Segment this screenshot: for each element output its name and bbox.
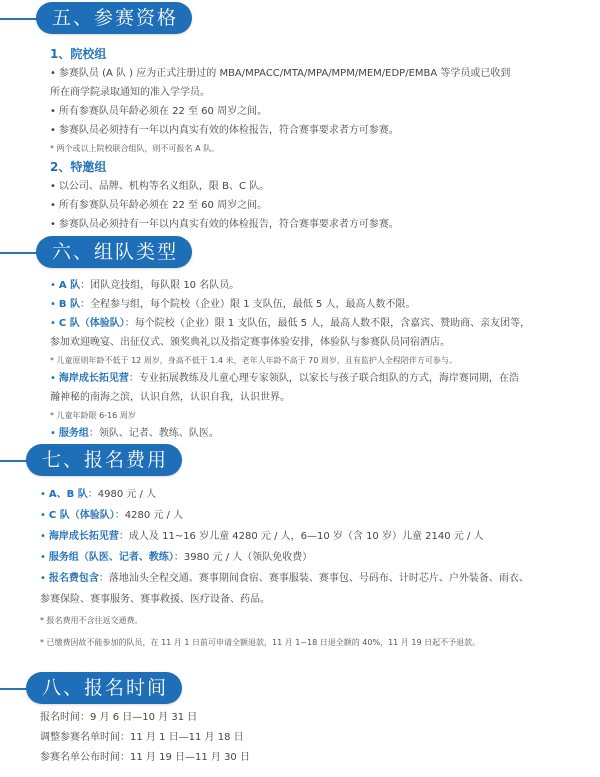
note: * 已缴费因故不能参加的队员，在 11 月 1 日前可申请全额退款，11 月 1~18 日退全额的 40%，11 月 19 日起不予退款。 xyxy=(40,638,481,647)
section-title: 八、报名时间 xyxy=(26,672,182,704)
note: * 两个或以上院校联合组队，则不可报名 A 队。 xyxy=(50,144,220,153)
list-item: • A、B 队：4980 元 / 人 xyxy=(40,489,157,500)
note: * 儿童年龄限 6-16 周岁 xyxy=(50,411,136,420)
list-item: • 所有参赛队员年龄必须在 22 至 60 周岁之间。 xyxy=(50,200,268,211)
time-row: 参赛名单公布时间：11 月 19 日—11 月 30 日 xyxy=(40,752,250,763)
section-team-types xyxy=(0,236,600,439)
section-header xyxy=(0,2,600,36)
list-item-continuation: 瀚神秘的南海之滨，认识自然，认识自我，认识世界。 xyxy=(50,392,290,403)
section-header xyxy=(0,672,600,706)
time-row: 报名时间：9 月 6 日—10 月 31 日 xyxy=(40,712,198,723)
section-header xyxy=(0,444,600,478)
list-item: • C 队（体验队）：每个院校（企业）限 1 支队伍，最低 5 人，最高人数不限，含嘉宾、赞助商、亲友团等， xyxy=(50,318,531,329)
time-row: 调整参赛名单时间：11 月 1 日—11 月 18 日 xyxy=(40,732,244,743)
group-heading: 2、特邀组 xyxy=(50,160,107,174)
list-item: • 以公司、品牌、机构等名义组队，限 B、C 队。 xyxy=(50,181,270,192)
list-item: • 参赛队员必须持有一年以内真实有效的体检报告，符合赛事要求者方可参赛。 xyxy=(50,125,399,136)
section-title: 五、参赛资格 xyxy=(36,2,192,34)
section-fees xyxy=(0,444,600,647)
list-item: • 参赛队员 (A 队 ) 应为正式注册过的 MBA/MPACC/MTA/MPA/MPM/MEM/EDP/EMBA 等学员或已收到 xyxy=(50,68,511,79)
note: * 报名费用不含往返交通费。 xyxy=(40,616,143,625)
list-item: • 参赛队员必须持有一年以内真实有效的体检报告，符合赛事要求者方可参赛。 xyxy=(50,219,399,230)
list-item: • A 队：团队竞技组，每队限 10 名队员。 xyxy=(50,280,240,291)
section-title: 七、报名费用 xyxy=(26,444,182,476)
list-item: • C 队（体验队）：4280 元 / 人 xyxy=(40,510,184,521)
section-registration-time xyxy=(0,672,600,763)
note: * 儿童原则年龄不低于 12 周岁，身高不低于 1.4 米，老年人年龄不高于 70 周岁，且有监护人全程陪伴方可参与。 xyxy=(50,356,457,365)
list-item-continuation: 所在商学院录取通知的准入学学员。 xyxy=(50,87,210,98)
section-eligibility xyxy=(0,2,600,230)
list-item: • B 队：全程参与组，每个院校（企业）限 1 支队伍，最低 5 人，最高人数不限。 xyxy=(50,299,416,310)
section-title: 六、组队类型 xyxy=(36,236,192,268)
list-item: • 服务组（队医、记者、教练）：3980 元 / 人（领队免收费） xyxy=(40,552,313,563)
section-header xyxy=(0,236,600,270)
list-item-continuation: 参加欢迎晚宴、出征仪式、颁奖典礼以及指定赛事体验安排，体验队与参赛队员同宿酒店。 xyxy=(50,337,450,348)
list-item: • 报名费包含：落地汕头全程交通、赛事期间食宿、赛事服装、赛事包、号码布、计时芯片、户外装备、雨衣、 xyxy=(40,573,529,584)
group-heading: 1、院校组 xyxy=(50,47,107,61)
list-item: • 所有参赛队员年龄必须在 22 至 60 周岁之间。 xyxy=(50,106,268,117)
list-item: • 海岸成长拓见营：专业拓展教练及儿童心理专家领队，以家长与孩子联合组队的方式，海岸赛同期，在浩 xyxy=(50,373,519,384)
list-item-continuation: 参赛保险、赛事服务、赛事救援、医疗设备、药品。 xyxy=(40,594,270,605)
list-item: • 海岸成长拓见营：成人及 11~16 岁儿童 4280 元 / 人，6—10 岁（含 10 岁）儿童 2140 元 / 人 xyxy=(40,531,484,542)
list-item: • 服务组：领队、记者、教练、队医。 xyxy=(50,428,219,439)
